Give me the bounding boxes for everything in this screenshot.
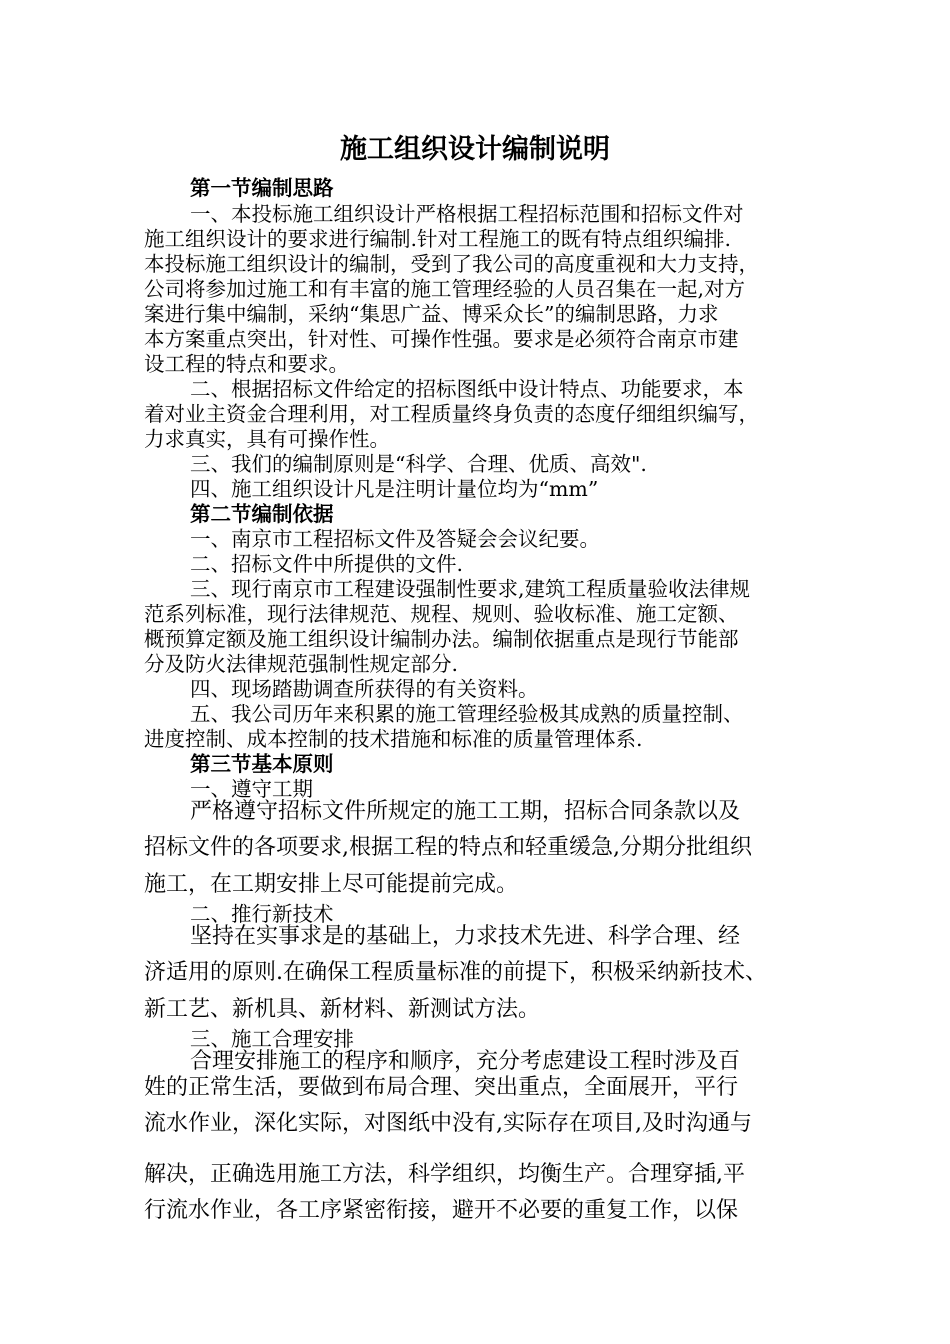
paragraph-line: 设工程的特点和要求。: [144, 352, 349, 376]
paragraph-line: 招标文件的各项要求,根据工程的特点和轻重缓急,分期分批组织: [144, 835, 752, 860]
paragraph-line: 施工组织设计的要求进行编制.针对工程施工的既有特点组织编排.: [144, 227, 732, 251]
paragraph-line: 四、现场踏勘调查所获得的有关资料。: [190, 677, 539, 701]
paragraph-line: 三、现行南京市工程建设强制性要求,建筑工程质量验收法律规: [190, 577, 751, 601]
paragraph-line: 分及防火法律规范强制性规定部分.: [144, 652, 459, 676]
paragraph-line: 济适用的原则.在确保工程质量标准的前提下，积极采纳新技术、: [144, 960, 767, 985]
paragraph-line: 进度控制、成本控制的技术措施和标准的质量管理体系.: [144, 727, 643, 751]
paragraph-line: 新工艺、新机具、新材料、新测试方法。: [144, 997, 541, 1022]
paragraph-line: 三、我们的编制原则是“科学、合理、优质、高效".: [190, 452, 647, 476]
paragraph-line: 一、南京市工程招标文件及答疑会会议纪要。: [190, 527, 600, 551]
paragraph-line: 范系列标准，现行法律规范、规程、规则、验收标准、施工定额、: [144, 602, 739, 626]
section-heading-1: 第一节编制思路: [190, 176, 334, 200]
paragraph-line: 二、招标文件中所提供的文件.: [190, 552, 464, 576]
paragraph-line: 解决，正确选用施工方法，科学组织，均衡生产。合理穿插,平: [144, 1162, 745, 1187]
paragraph-line: 合理安排施工的程序和顺序，充分考虑建设工程时涉及百: [190, 1049, 741, 1074]
paragraph-line: 本方案重点突出，针对性、可操作性强。要求是必须符合南京市建: [144, 327, 739, 351]
document-title: 施工组织设计编制说明: [340, 134, 610, 165]
paragraph-line: 流水作业，深化实际，对图纸中没有,实际存在项目,及时沟通与: [144, 1111, 752, 1136]
paragraph-line: 姓的正常生活，要做到布局合理、突出重点，全面展开，平行: [144, 1075, 739, 1100]
paragraph-line: 概预算定额及施工组织设计编制办法。编制依据重点是现行节能部: [144, 627, 739, 651]
paragraph-line: 力求真实，具有可操作性。: [144, 427, 390, 451]
section-heading-2: 第二节编制依据: [190, 502, 334, 526]
paragraph-line: 施工，在工期安排上尽可能提前完成。: [144, 872, 519, 897]
subsection-heading: 一、遵守工期: [190, 777, 313, 801]
paragraph-line: 二、根据招标文件给定的招标图纸中设计特点、功能要求，本: [190, 377, 744, 401]
subsection-heading: 三、施工合理安排: [190, 1027, 354, 1051]
paragraph-line: 一、本投标施工组织设计严格根据工程招标范围和招标文件对: [190, 202, 744, 226]
section-heading-3: 第三节基本原则: [190, 752, 334, 776]
paragraph-line: 案进行集中编制，采纳“集思广益、博采众长”的编制思路，力求: [144, 302, 719, 326]
paragraph-line: 四、施工组织设计凡是注明计量位均为“mm”: [190, 477, 599, 501]
paragraph-line: 五、我公司历年来积累的施工管理经验极其成熟的质量控制、: [190, 702, 744, 726]
paragraph-line: 严格遵守招标文件所规定的施工工期，招标合同条款以及: [190, 799, 741, 824]
paragraph-line: 行流水作业，各工序紧密衔接，避开不必要的重复工作，以保: [144, 1198, 739, 1223]
subsection-heading: 二、推行新技术: [190, 902, 334, 926]
paragraph-line: 本投标施工组织设计的编制，受到了我公司的高度重视和大力支持，: [144, 252, 759, 276]
paragraph-line: 着对业主资金合理利用，对工程质量终身负责的态度仔细组织编写，: [144, 402, 759, 426]
paragraph-line: 坚持在实事求是的基础上，力求技术先进、科学合理、经: [190, 924, 741, 949]
paragraph-line: 公司将参加过施工和有丰富的施工管理经验的人员召集在一起,对方: [144, 277, 746, 301]
